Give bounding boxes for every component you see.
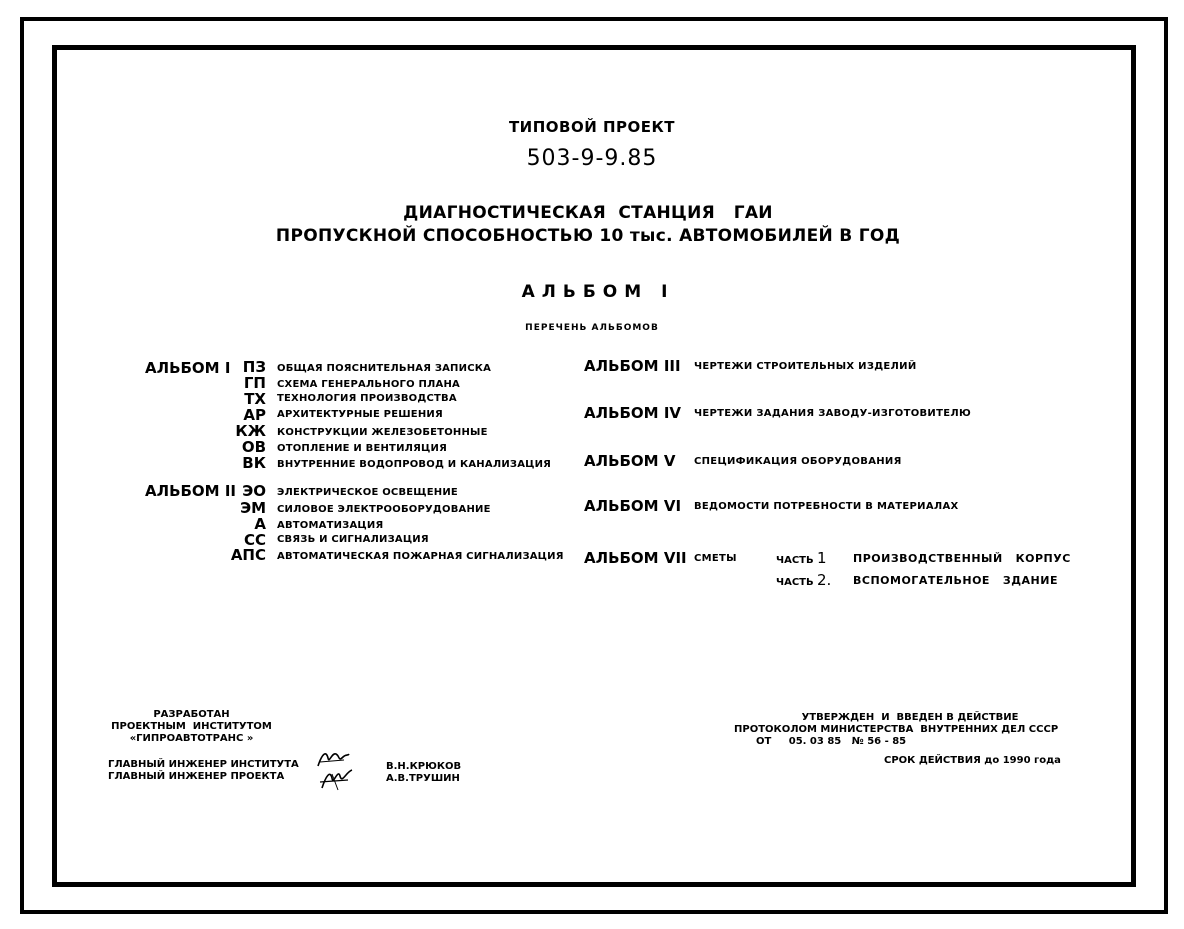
- section-code: СС: [243, 531, 266, 549]
- part-2-desc: ВСПОМОГАТЕЛЬНОЕ ЗДАНИЕ: [853, 574, 1058, 587]
- section-desc: ОТОПЛЕНИЕ И ВЕНТИЛЯЦИЯ: [277, 443, 447, 454]
- section-desc: СИЛОВОЕ ЭЛЕКТРООБОРУДОВАНИЕ: [277, 504, 491, 515]
- section-code: ВК: [242, 454, 266, 472]
- section-desc: ТЕХНОЛОГИЯ ПРОИЗВОДСТВА: [277, 393, 457, 404]
- developer-line-1: РАЗРАБОТАН: [153, 709, 230, 720]
- section-desc: АВТОМАТИЗАЦИЯ: [277, 520, 384, 531]
- approval-line-3: ОТ 05. 03 85 № 56 - 85: [756, 736, 907, 747]
- section-desc: ОБЩАЯ ПОЯСНИТЕЛЬНАЯ ЗАПИСКА: [277, 363, 492, 374]
- part-1-number: 1: [817, 549, 827, 567]
- album-1-sections: [222, 360, 562, 470]
- album-4-label: АЛЬБОМ IV: [584, 404, 682, 422]
- developer-block: [104, 709, 279, 745]
- name-2: А.В.ТРУШИН: [386, 773, 460, 784]
- part-2-label: ЧАСТЬ: [776, 577, 814, 588]
- album-2-sections: [222, 484, 562, 574]
- part-1-label: ЧАСТЬ: [776, 555, 814, 566]
- developer-line-3: «ГИПРОАВТОТРАНС »: [129, 733, 254, 744]
- developer-line-2: ПРОЕКТНЫМ ИНСТИТУТОМ: [111, 721, 272, 732]
- section-desc: ВНУТРЕННИЕ ВОДОПРОВОД И КАНАЛИЗАЦИЯ: [277, 459, 552, 470]
- section-code: ГП: [243, 374, 266, 392]
- part-2-number: 2.: [817, 571, 832, 589]
- approval-line-1: УТВЕРЖДЕН И ВВЕДЕН В ДЕЙСТВИЕ: [801, 712, 1019, 723]
- album-5-label: АЛЬБОМ V: [584, 452, 676, 470]
- list-title: ПЕРЕЧЕНЬ АЛЬБОМОВ: [525, 323, 659, 333]
- signature-2: [318, 766, 354, 792]
- section-desc: АРХИТЕКТУРНЫЕ РЕШЕНИЯ: [277, 409, 443, 420]
- section-code: ЭМ: [240, 499, 266, 517]
- album-6-desc: ВЕДОМОСТИ ПОТРЕБНОСТИ В МАТЕРИАЛАХ: [694, 501, 959, 512]
- section-code: АПС: [230, 546, 266, 564]
- album-2-label: АЛЬБОМ II: [145, 482, 236, 500]
- project-title-1: ДИАГНОСТИЧЕСКАЯ СТАНЦИЯ ГАИ: [403, 203, 773, 223]
- section-desc: КОНСТРУКЦИИ ЖЕЛЕЗОБЕТОННЫЕ: [277, 427, 488, 438]
- album-3-label: АЛЬБОМ III: [584, 357, 681, 375]
- section-desc: ЭЛЕКТРИЧЕСКОЕ ОСВЕЩЕНИЕ: [277, 487, 458, 498]
- album-7-desc: СМЕТЫ: [694, 553, 737, 564]
- section-code: ПЗ: [242, 358, 266, 376]
- album-title: АЛЬБОМ I: [521, 282, 675, 302]
- approval-line-2: ПРОТОКОЛОМ МИНИСТЕРСТВА ВНУТРЕННИХ ДЕЛ СССР: [734, 724, 1059, 735]
- section-desc: АВТОМАТИЧЕСКАЯ ПОЖАРНАЯ СИГНАЛИЗАЦИЯ: [277, 551, 564, 562]
- album-4-desc: ЧЕРТЕЖИ ЗАДАНИЯ ЗАВОДУ-ИЗГОТОВИТЕЛЮ: [694, 408, 971, 419]
- role-1: ГЛАВНЫЙ ИНЖЕНЕР ИНСТИТУТА: [108, 759, 299, 770]
- name-1: В.Н.КРЮКОВ: [386, 761, 462, 772]
- project-title-2: ПРОПУСКНОЙ СПОСОБНОСТЬЮ 10 тыс. АВТОМОБИЛЕЙ В ГОД: [275, 226, 901, 246]
- album-1-label: АЛЬБОМ I: [145, 359, 231, 377]
- project-code: 503-9-9.85: [526, 146, 658, 171]
- section-code: А: [254, 515, 266, 533]
- section-code: КЖ: [235, 422, 266, 440]
- role-2: ГЛАВНЫЙ ИНЖЕНЕР ПРОЕКТА: [108, 771, 285, 782]
- section-desc: СХЕМА ГЕНЕРАЛЬНОГО ПЛАНА: [277, 379, 460, 390]
- album-6-label: АЛЬБОМ VI: [584, 497, 682, 515]
- album-7-label: АЛЬБОМ VII: [584, 549, 687, 567]
- section-code: ТХ: [244, 390, 266, 408]
- album-3-desc: ЧЕРТЕЖИ СТРОИТЕЛЬНЫХ ИЗДЕЛИЙ: [694, 361, 917, 372]
- section-code: АР: [243, 406, 266, 424]
- section-desc: СВЯЗЬ И СИГНАЛИЗАЦИЯ: [277, 534, 429, 545]
- album-5-desc: СПЕЦИФИКАЦИЯ ОБОРУДОВАНИЯ: [694, 456, 902, 467]
- section-code: ОВ: [241, 438, 266, 456]
- validity: СРОК ДЕЙСТВИЯ до 1990 года: [884, 755, 1061, 766]
- section-code: ЭО: [242, 482, 266, 500]
- part-1-desc: ПРОИЗВОДСТВЕННЫЙ КОРПУС: [853, 552, 1071, 565]
- doc-type: ТИПОВОЙ ПРОЕКТ: [508, 118, 676, 136]
